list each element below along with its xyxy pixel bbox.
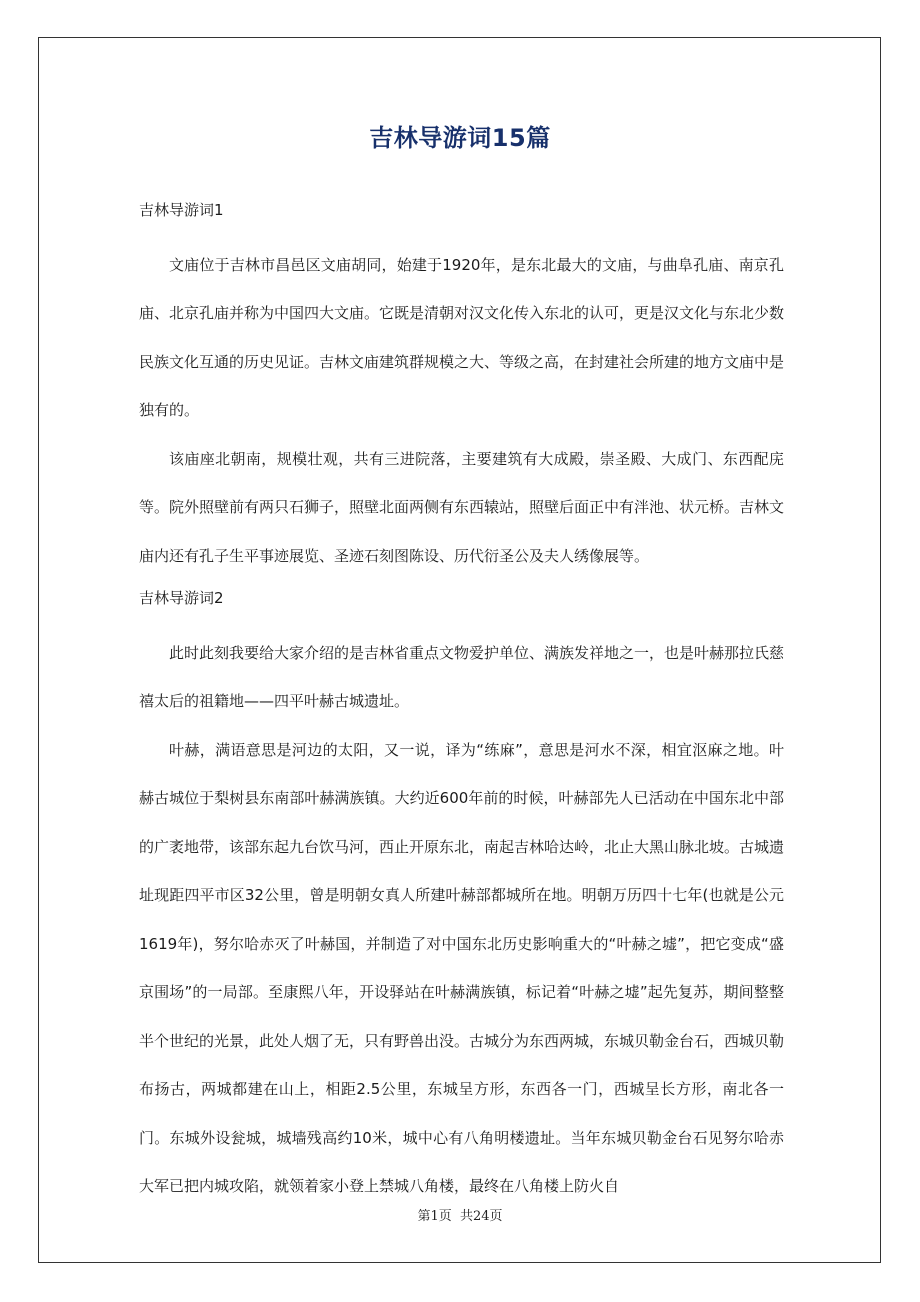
section-2 [139, 582, 784, 1211]
page-total: 共24页 [459, 1209, 503, 1224]
paragraph: 叶赫，满语意思是河边的太阳，又一说，译为“练麻”，意思是河水不深，相宜沤麻之地。叶赫古城位于梨树县东南部叶赫满族镇。大约近600年前的时候，叶赫部先人已活动在中国东北中部的广袤地带，该部东起九台饮马河，西止开原东北，南起吉林哈达岭，北止大黑山脉北坡。古城遗址现距四平市区32公里，曾是明朝女真人所建叶赫部都城所在地。明朝万历四十七年(也就是公元1619年)，努尔哈赤灭了叶赫国，并制造了对中国东北历史影响重大的“叶赫之墟”，把它变成“盛京围场”的一局部。至康熙八年，开设驿站在叶赫满族镇，标记着“叶赫之墟”起先复苏，期间整整半个世纪的光景，此处人烟了无，只有野兽出没。古城分为东西两城，东城贝勒金台石，西城贝勒布扬古，两城都建在山上，相距2.5公里，东城呈方形，东西各一门，西城呈长方形，南北各一门。东城外设瓮城，城墙残高约10米，城中心有八角明楼遗址。当年东城贝勒金台石见努尔哈赤大军已把内城攻陷，就领着家小登上禁城八角楼，最终在八角楼上防火自 [139, 740, 785, 1195]
paragraph: 文庙位于吉林市昌邑区文庙胡同，始建于1920年，是东北最大的文庙，与曲阜孔庙、南京孔庙、北京孔庙并称为中国四大文庙。它既是清朝对汉文化传入东北的认可，更是汉文化与东北少数民族文化互通的历史见证。吉林文庙建筑群规模之大、等级之高，在封建社会所建的地方文庙中是独有的。 [139, 255, 785, 419]
page-number: 第1页 [417, 1209, 452, 1224]
section-1 [139, 194, 784, 580]
paragraph: 该庙座北朝南，规模壮观，共有三进院落，主要建筑有大成殿，崇圣殿、大成门、东西配庑等。院外照壁前有两只石狮子，照壁北面两侧有东西辕站，照壁后面正中有泮池、状元桥。吉林文庙内还有孔子生平事迹展览、圣迹石刻图陈设、历代衍圣公及夫人绣像展等。 [139, 449, 785, 565]
document-title: 吉林导游词15篇 [369, 124, 551, 152]
paragraph: 此时此刻我要给大家介绍的是吉林省重点文物爱护单位、满族发祥地之一，也是叶赫那拉氏慈禧太后的祖籍地——四平叶赫古城遗址。 [139, 643, 785, 710]
section-heading: 吉林导游词2 [139, 589, 224, 607]
document-body [139, 194, 784, 1211]
page-footer [0, 1205, 920, 1224]
section-heading: 吉林导游词1 [139, 201, 224, 219]
